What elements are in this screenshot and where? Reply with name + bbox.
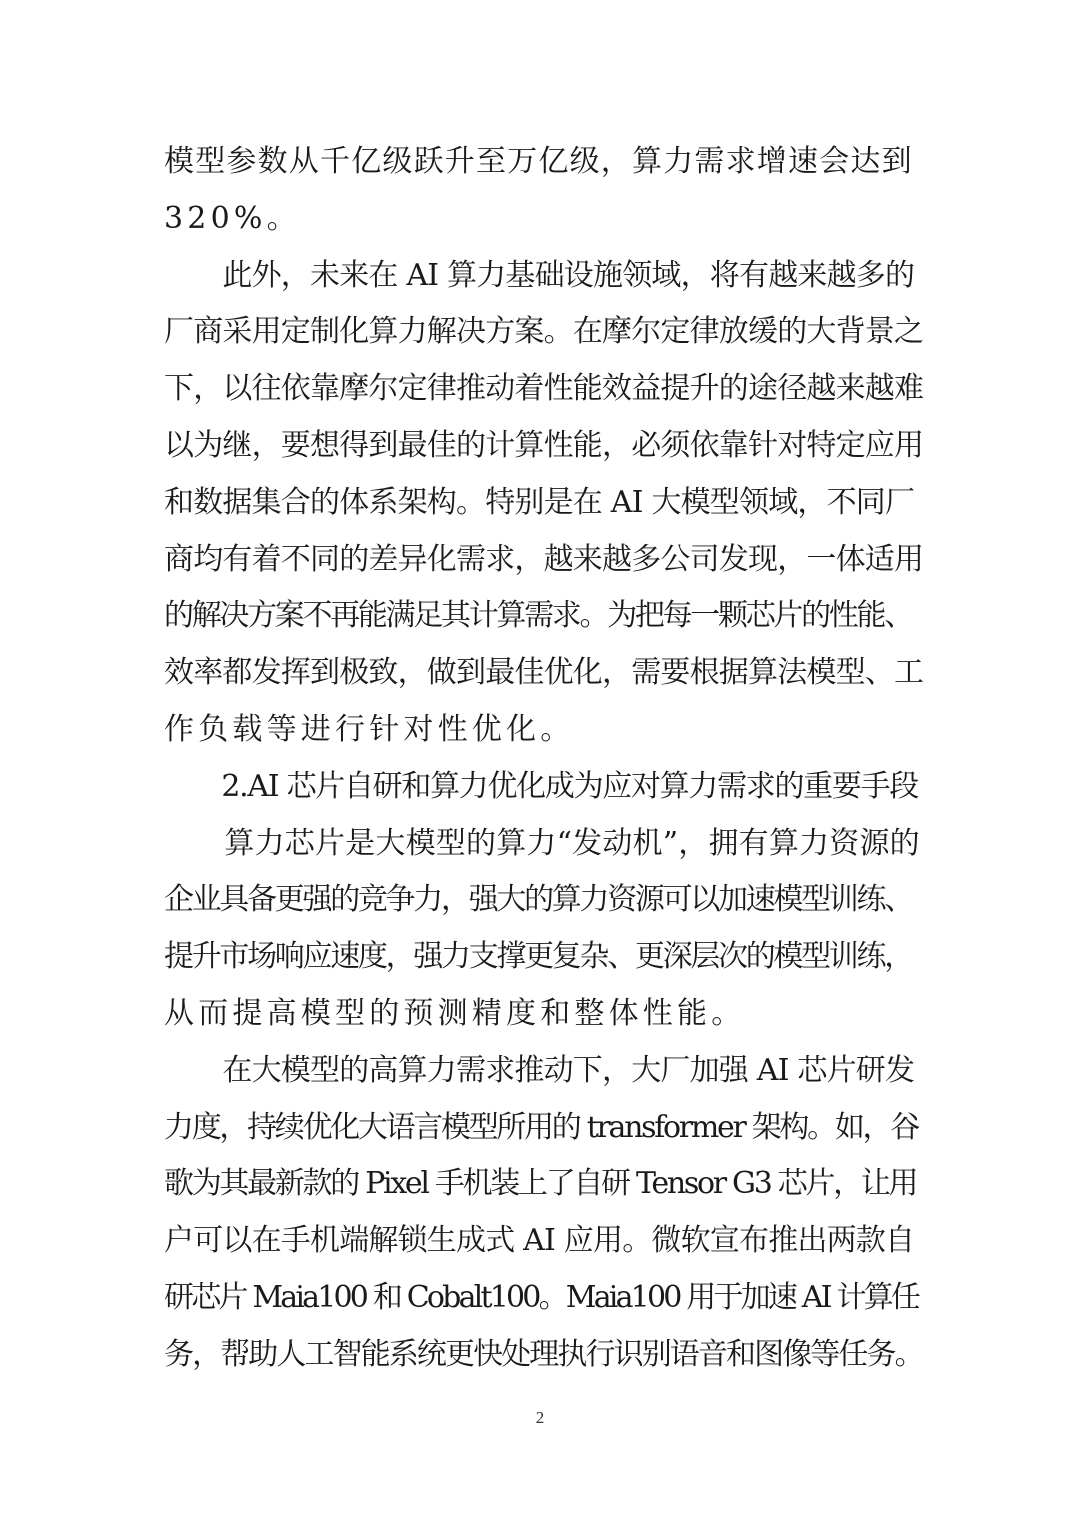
page-number: 2 [535,1408,545,1427]
text-line-6: 以为继，要想得到最佳的计算性能，必须依靠针对特定应用 [164,427,924,463]
text-line-9: 的解决方案不再能满足其计算需求。为把每一颗芯片的性能、 [164,598,912,634]
text-line-7: 和数据集合的体系架构。特别是在 AI 大模型领域，不同厂 [164,484,915,520]
text-line-10: 效率都发挥到极致，做到最佳优化，需要根据算法模型、工 [164,655,924,691]
text-line-15: 提升市场响应速度，强力支撑更复杂、更深层次的模型训练， [164,939,912,975]
text-line-11: 作负载等进行针对性优化。 [164,711,575,747]
text-line-19: 歌为其最新款的 Pixel 手机装上了自研 Tensor G3 芯片，让用 [164,1166,917,1202]
text-line-1: 模型参数从千亿级跃升至万亿级，算力需求增速会达到 [164,144,913,179]
text-line-18: 力度，持续优化大语言模型所用的 transformer 架构。如，谷 [164,1109,918,1145]
text-line-2: 320%。 [164,200,301,236]
text-line-14: 企业具备更强的竞争力，强大的算力资源可以加速模型训练、 [164,882,912,918]
text-line-17: 在大模型的高算力需求推动下，大厂加强 AI 芯片研发 [164,1052,915,1088]
text-line-8: 商均有着不同的差异化需求，越来越多公司发现，一体适用 [164,541,924,577]
section-heading: 2.AI 芯片自研和算力优化成为应对算力需求的重要手段 [164,768,918,804]
text-line-20: 户可以在手机端解锁生成式 AI 应用。微软宣布推出两款自 [164,1223,915,1259]
text-line-13: 算力芯片是大模型的算力“发动机”，拥有算力资源的 [164,825,920,861]
text-line-16: 从而提高模型的预测精度和整体性能。 [164,995,746,1031]
text-line-4: 厂商采用定制化算力解决方案。在摩尔定律放缓的大背景之 [164,314,924,350]
text-line-5: 下，以往依靠摩尔定律推动着性能效益提升的途径越来越难 [164,371,924,407]
text-line-3: 此外，未来在 AI 算力基础设施领域，将有越来越多的 [164,257,915,293]
text-line-21: 研芯片 Maia100 和 Cobalt100。Maia100 用于加速 AI 计算任 [164,1279,919,1315]
text-line-22: 务，帮助人工智能系统更快处理执行识别语音和图像等任务。 [164,1336,923,1372]
body-text [164,134,924,1384]
